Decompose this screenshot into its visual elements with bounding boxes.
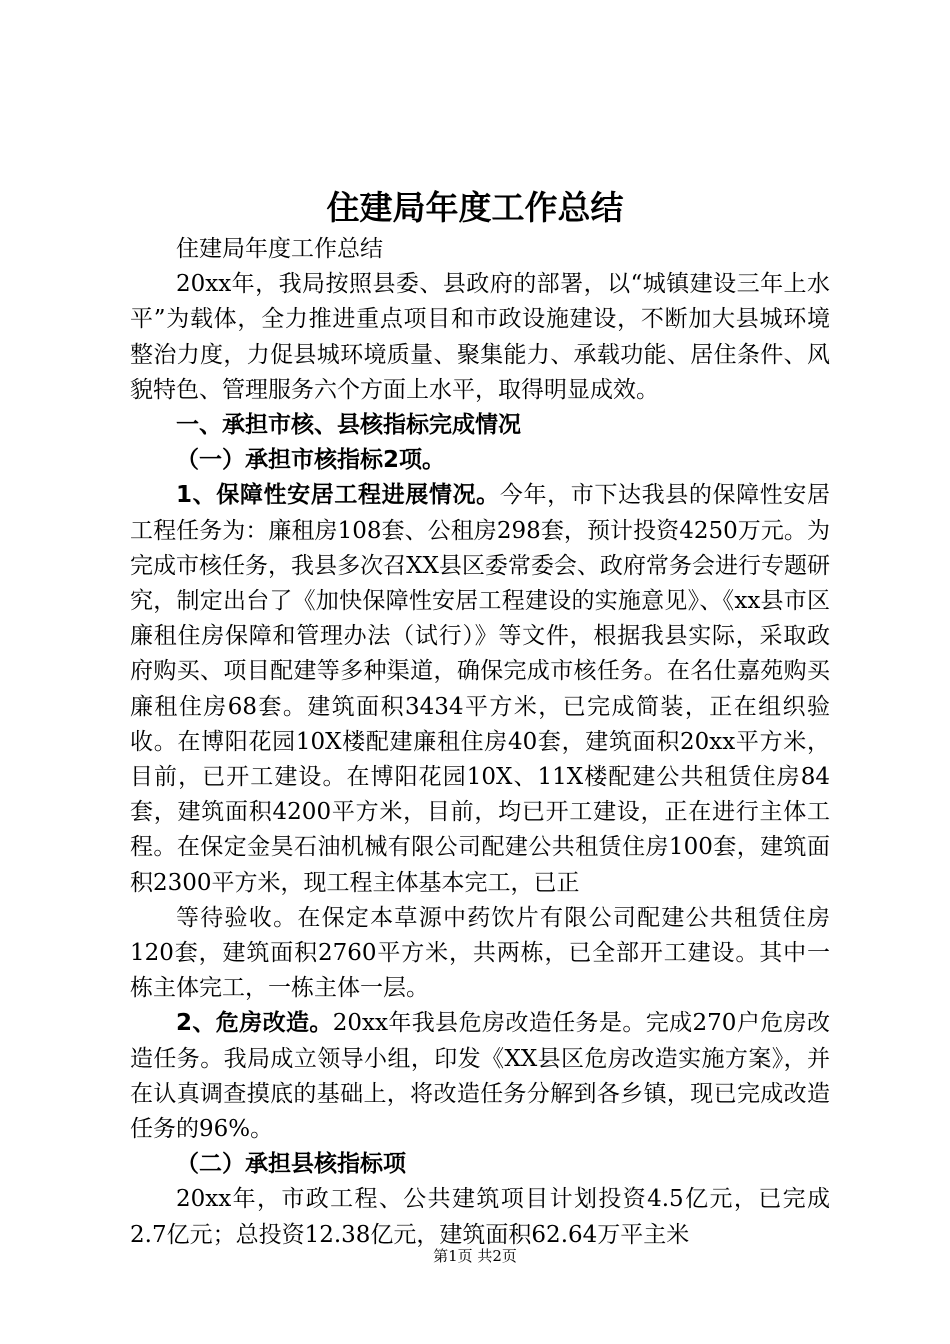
housing-paragraph	[130, 478, 830, 900]
acceptance-paragraph: 等待验收。在保定本草源中药饮片有限公司配建公共租赁住房120套，建筑面积2760平方米，共两栋，已全部开工建设。其中一栋主体完工，一栋主体一层。	[130, 904, 830, 1002]
renovation-lead: 2、危房改造。	[176, 1010, 333, 1037]
document-title: 住建局年度工作总结	[326, 188, 624, 227]
subtitle-paragraph: 住建局年度工作总结	[176, 236, 383, 262]
document-body	[130, 232, 830, 1253]
renovation-text: 20xx年我县危房改造任务是。完成270户危房改造任务。我局成立领导小组，印发《XX县区危房改造实施方案》，并在认真调查摸底的基础上，将改造任务分解到各乡镇，现已完成改造任务的96%。	[130, 1010, 831, 1143]
subsection-heading-1: （一）承担市核指标2项。	[176, 447, 446, 474]
housing-text: 今年，市下达我县的保障性安居工程任务为：廉租房108套、公租房298套，预计投资4250万元。为完成市核任务，我县多次召XX县区委常委会、政府常务会进行专题研究，制定出台了《加快保障性安居工程建设的实施意见》、《xx县市区廉租住房保障和管理办法（试行）》等文件，根据我县实际，采取政府购买、项目配建等多种渠道，确保完成市核任务。在名仕嘉苑购买廉租住房68套。建筑面积3434平方米，已完成简装，正在组织验收。在博阳花园10X楼配建廉租住房40套，建筑面积20xx平方米，目前，已开工建设。在博阳花园10X、11X楼配建公共租赁住房84套，建筑面积4200平方米，目前，均已开工建设，正在进行主体工程。在保定金昊石油机械有限公司配建公共租赁住房100套，建筑面积2300平方米，现工程主体基本完工，已正	[130, 482, 830, 896]
subsection-heading-2: （二）承担县核指标项	[176, 1151, 406, 1178]
page-footer: 第1页 共2页	[433, 1247, 517, 1265]
intro-paragraph: 20xx年，我局按照县委、县政府的部署，以“城镇建设三年上水平”为载体，全力推进重点项目和市政设施建设，不断加大县城环境整治力度，力促县城环境质量、聚集能力、承载功能、居住条件、风貌特色、管理服务六个方面上水平，取得明显成效。	[130, 271, 830, 403]
renovation-paragraph	[130, 1006, 830, 1147]
investment-paragraph: 20xx年，市政工程、公共建筑项目计划投资4.5亿元，已完成2.7亿元；总投资12.38亿元，建筑面积62.64万平主米	[130, 1186, 830, 1248]
section-heading-1: 一、承担市核、县核指标完成情况	[176, 412, 521, 439]
housing-lead: 1、保障性安居工程进展情况。	[176, 482, 500, 509]
